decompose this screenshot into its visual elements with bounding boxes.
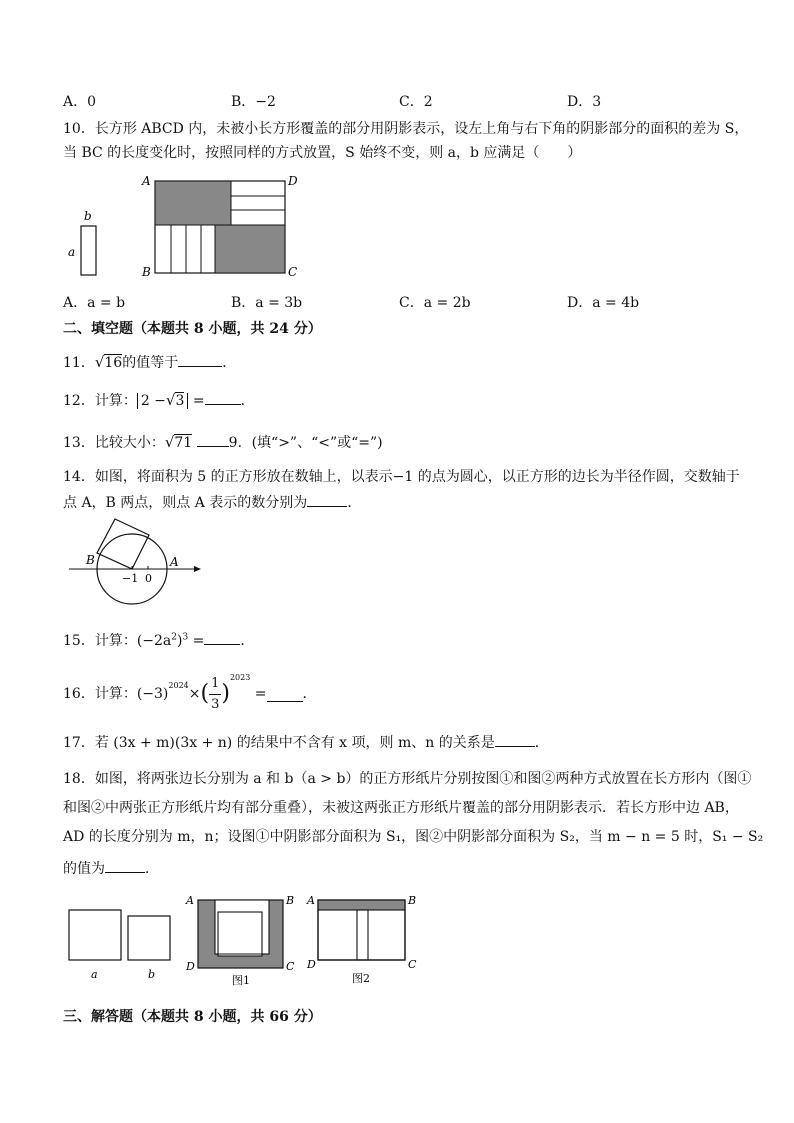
q15-label: 15．计算： — [63, 633, 137, 649]
q18-blank — [105, 858, 145, 873]
q18-fig1-label-D: D — [186, 960, 195, 973]
q18-fig2-shade-top — [318, 900, 405, 910]
q11-radicand: 16 — [104, 355, 123, 371]
q10-label-A: A — [142, 174, 151, 188]
q15-expr: (−2a — [136, 633, 172, 649]
q10-option-d: D．a = 4b — [567, 295, 640, 311]
q10-line2: 当 BC 的长度变化时，按照同样的方式放置，S 始终不变，则 a，b 应满足（ ） — [63, 145, 582, 161]
q16-label: 16．计算： — [63, 686, 137, 702]
q14-figure — [66, 514, 206, 608]
q14-blank — [307, 492, 347, 507]
section2-heading: 二、填空题（本题共 8 小题，共 24 分） — [63, 321, 322, 337]
q10-small-rect — [81, 226, 96, 275]
q11-blank — [178, 352, 222, 367]
q9-option-b: B．−2 — [231, 94, 276, 110]
q14-square — [97, 519, 149, 569]
q14-line2-text: 点 A，B 两点，则点 A 表示的数分别为 — [63, 495, 308, 511]
q11-number: 11． — [63, 355, 95, 371]
q14-line1: 14．如图，将面积为 5 的正方形放在数轴上，以表示−1 的点为圆心，以正方形的边长为半径作圆，交数轴于 — [63, 469, 740, 485]
q14-line2: 点 A，B 两点，则点 A 表示的数分别为 ． — [63, 492, 361, 512]
q17-text: 17．若 (3x + m)(3x + n) 的结果中不含有 x 项，则 m、n 的关系是 — [63, 735, 495, 751]
q18-fig2-label-C: C — [408, 958, 417, 971]
q18-fig1-label-B: B — [286, 894, 295, 907]
q11-text: 的值等于 — [122, 355, 179, 371]
q18-line4: 的值为 ． — [63, 858, 159, 878]
q10-figure — [60, 168, 310, 283]
q18-figure — [62, 888, 422, 988]
q18-fig1-caption: 图1 — [232, 974, 250, 987]
q16-equals: = — [254, 686, 267, 702]
q18-fig2-label-D: D — [307, 958, 316, 971]
q18-square-b — [128, 916, 170, 960]
q18-square-a — [69, 910, 121, 960]
q18-fig1-square-b — [218, 912, 262, 956]
q11: 11．√16的值等于 ． — [63, 353, 237, 371]
q10-label-D: D — [288, 174, 298, 188]
q12: 12．计算： 2 −√3 = ． — [63, 391, 255, 409]
q16-exp2: 2023 — [229, 673, 251, 682]
q10-shade-top-left — [155, 181, 231, 225]
q18-label-b: b — [148, 968, 156, 981]
q18-line2: 和图②中两张正方形纸片均有部分重叠），未被这两张正方形纸片覆盖的部分用阴影表示．若长方形中边 AB， — [63, 800, 739, 816]
q18-fig2-label-B: B — [408, 894, 417, 907]
q18-fig1-label-C: C — [286, 960, 295, 973]
q16: 16．计算：$(-3)^{2024}\times$( $\frac{1}{3}$ )$^{2023}$ = ． — [63, 668, 317, 715]
q13-radicand: 71 — [174, 435, 193, 451]
q16-blank — [267, 687, 303, 702]
q12-radicand: 3 — [175, 393, 185, 409]
q9-option-d: D．3 — [567, 94, 602, 110]
q14-label-B: B — [86, 553, 95, 567]
q13-blank — [197, 432, 229, 447]
q15-exp-outer: 3 — [182, 632, 189, 643]
q13-label: 13．比较大小： — [63, 435, 165, 451]
q15-blank — [204, 630, 240, 645]
q16-frac-den: 3 — [211, 696, 220, 712]
q15-equals: = — [192, 633, 205, 649]
q13: 13．比较大小：√71 9．(填“>”、“<”或“=”) — [63, 433, 383, 451]
q10-option-a: A．a = b — [63, 295, 126, 311]
q18-fig1-label-A: A — [186, 894, 194, 907]
q18-line4-text: 的值为 — [63, 861, 105, 877]
q9-option-a: A．0 — [63, 94, 97, 110]
q15-exp-inner: 2 — [171, 632, 178, 643]
q15-close: ) — [177, 633, 183, 649]
q14-axis-arrow — [194, 566, 201, 572]
q18-label-a: a — [91, 968, 98, 981]
q16-times: × — [188, 686, 201, 702]
q10-label-b: b — [84, 209, 92, 223]
q18-line1: 18．如图，将两张边长分别为 a 和 b（a > b）的正方形纸片分别按图①和图②两种方式放置在长方形内（图① — [63, 771, 752, 787]
q15: 15．计算：$(-2a^2)^3$ = ． — [63, 630, 254, 650]
q16-exp1: 2024 — [168, 681, 189, 690]
q12-equals: = — [192, 393, 205, 409]
q12-label: 12．计算： — [63, 393, 137, 409]
q10-shade-bottom-right — [215, 225, 285, 273]
section3-heading: 三、解答题（本题共 8 小题，共 66 分） — [63, 1009, 322, 1025]
q18-line3: AD 的长度分别为 m，n；设图①中阴影部分面积为 S₁，图②中阴影部分面积为 S₂，当 m − n = 5 时，S₁ − S₂ — [63, 829, 764, 845]
q12-blank — [205, 390, 241, 405]
q9-option-c: C．2 — [399, 94, 433, 110]
q10-label-C: C — [288, 265, 298, 279]
q10-label-a: a — [68, 245, 76, 259]
q10-line1: 10．长方形 ABCD 内，未被小长方形覆盖的部分用阴影表示，设左上角与右下角的阴影部分的面积的差为 S， — [63, 121, 749, 137]
q13-text: 9．(填“>”、“<”或“=”) — [228, 435, 383, 451]
q10-label-B: B — [142, 265, 151, 279]
q14-label-A: A — [170, 555, 179, 569]
q18-fig2-caption: 图2 — [352, 972, 370, 985]
q14-tick-0: 0 — [145, 572, 152, 585]
q18-fig2-label-A: A — [307, 894, 315, 907]
q10-option-b: B．a = 3b — [231, 295, 303, 311]
q16-base: (−3) — [136, 686, 169, 702]
q14-tick-minus1: −1 — [122, 572, 139, 585]
q17-blank — [495, 732, 535, 747]
q10-option-c: C．a = 2b — [399, 295, 471, 311]
q12-expr: 2 − — [140, 393, 166, 409]
q17: 17．若 (3x + m)(3x + n) 的结果中不含有 x 项，则 m、n 的关系是 ． — [63, 732, 549, 752]
q16-frac-num: 1 — [209, 674, 221, 695]
